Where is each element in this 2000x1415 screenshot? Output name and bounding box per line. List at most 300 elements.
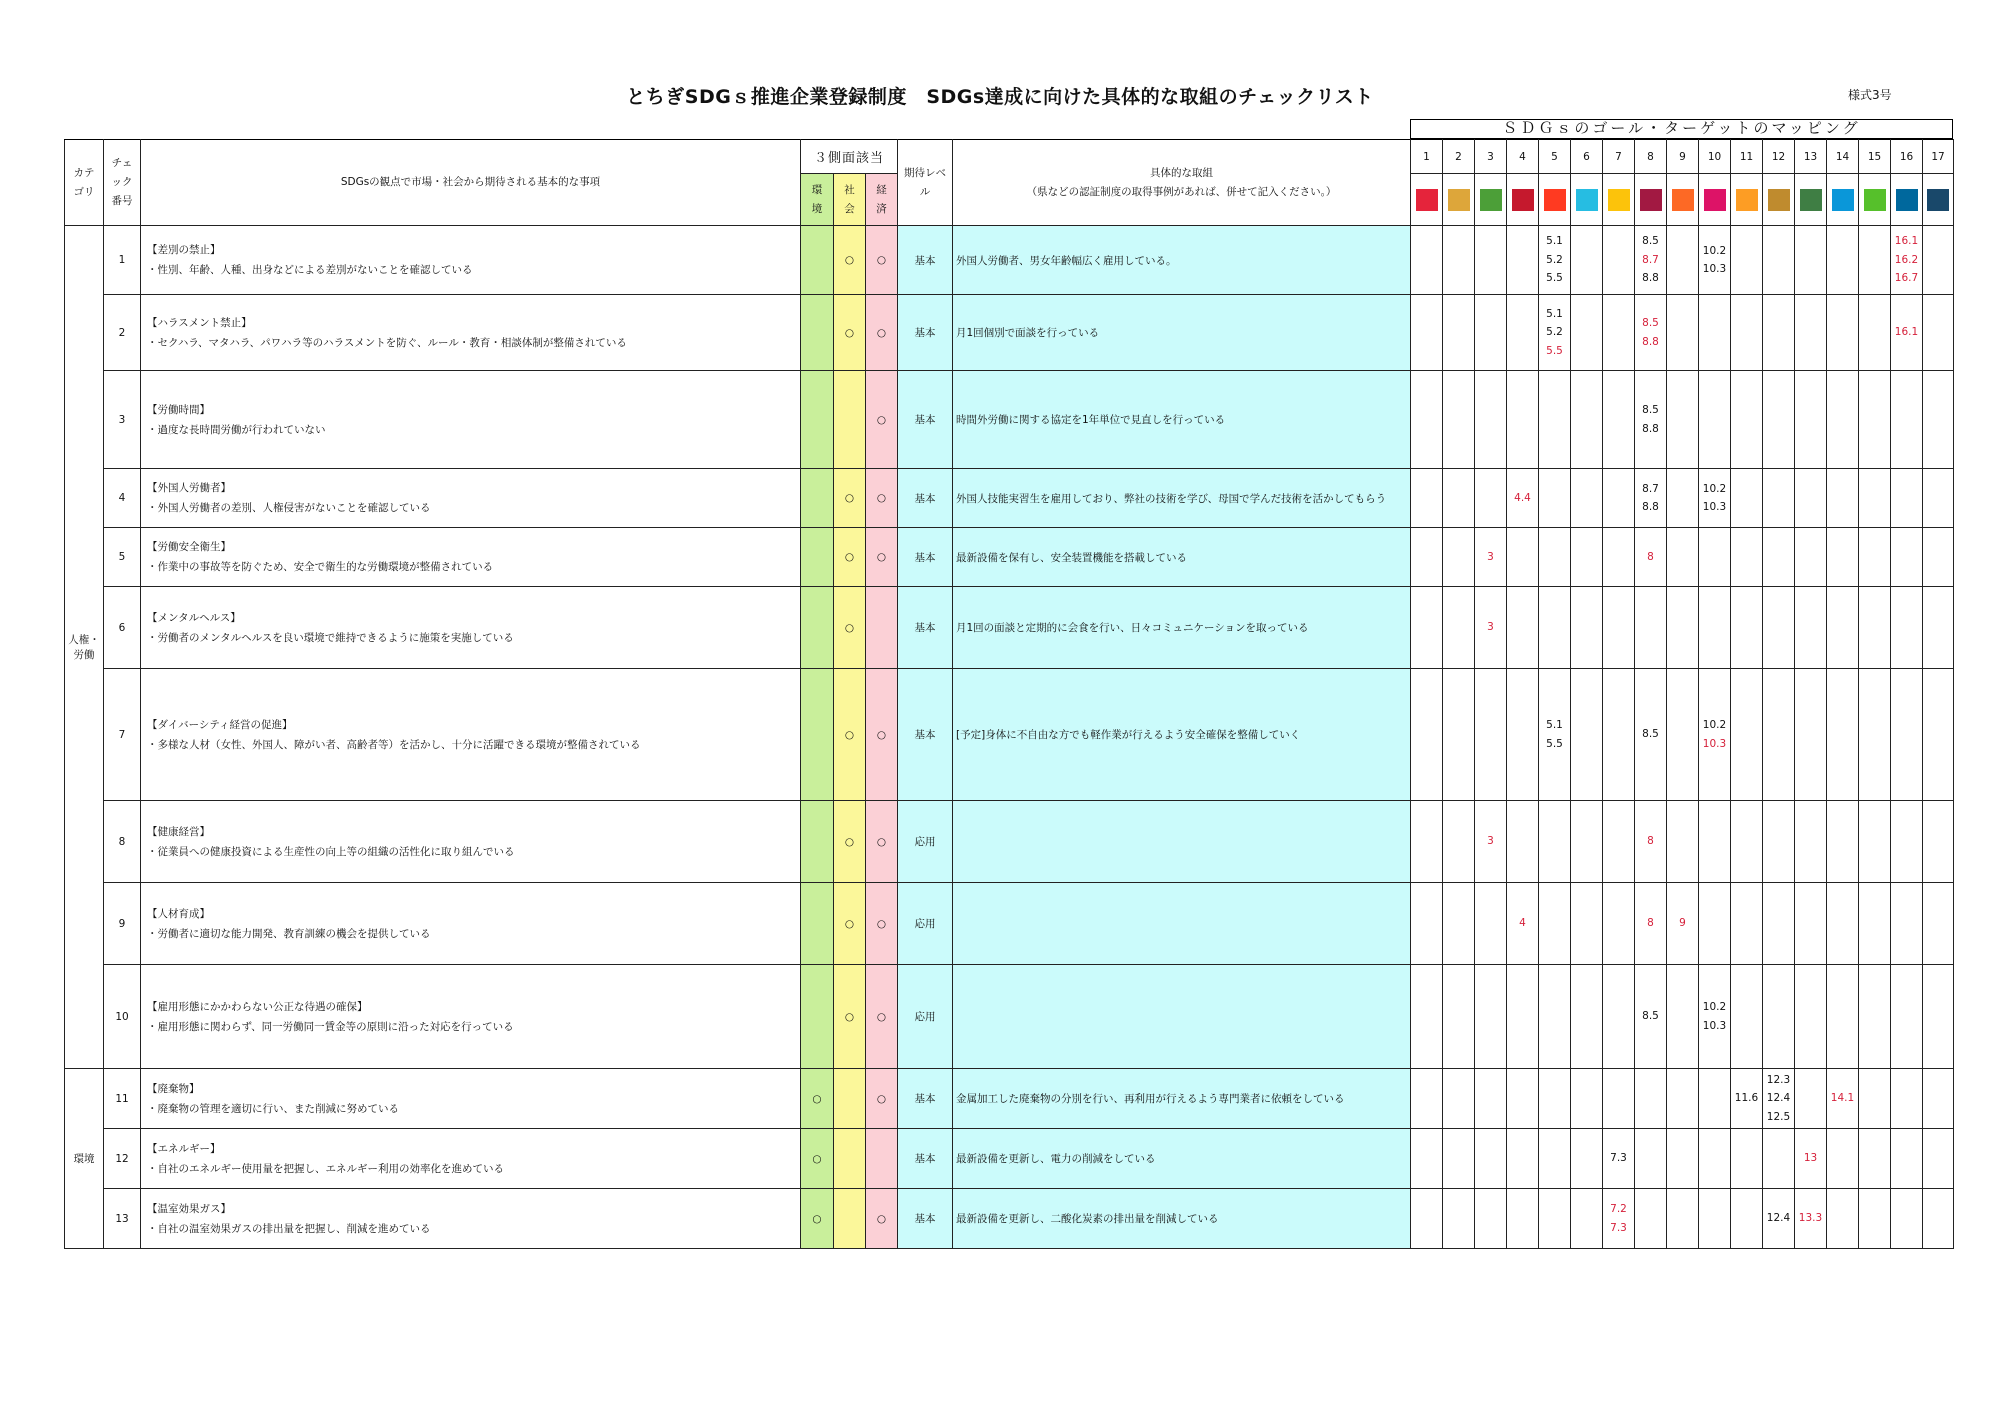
soc-mark[interactable] — [834, 1069, 866, 1129]
target-cell-goal-3 — [1475, 669, 1507, 801]
target-cell-goal-2 — [1443, 965, 1475, 1069]
sdg-target: 5.5 — [1546, 272, 1563, 285]
target-cell-goal-5 — [1539, 1069, 1571, 1129]
target-cell-goal-5 — [1539, 883, 1571, 965]
checklist-item — [141, 1069, 801, 1129]
header-eco: 経 済 — [866, 174, 898, 226]
sdg-target: 4.4 — [1514, 491, 1531, 504]
target-cell-goal-9 — [1667, 528, 1699, 587]
sdg-target: 16.2 — [1894, 253, 1919, 266]
target-cell-goal-12 — [1763, 587, 1795, 669]
target-cell-goal-4 — [1507, 801, 1539, 883]
target-cell-goal-6 — [1571, 965, 1603, 1069]
env-mark[interactable] — [801, 883, 834, 965]
soc-mark[interactable]: ○ — [834, 965, 866, 1069]
sdg-target: 3 — [1487, 550, 1494, 563]
goal-icon-cell-4 — [1507, 174, 1539, 226]
target-cell-goal-17 — [1923, 965, 1954, 1069]
check-number: 9 — [104, 883, 141, 965]
item-title: 【温室効果ガス】 — [147, 1202, 231, 1215]
specific-action[interactable]: 月1回の面談と定期的に会食を行い、日々コミュニケーションを取っている — [953, 587, 1411, 669]
target-cell-goal-13 — [1795, 469, 1827, 528]
goal-number-3: 3 — [1475, 140, 1507, 174]
target-cell-goal-7 — [1603, 528, 1635, 587]
target-cell-goal-16 — [1891, 883, 1923, 965]
sdg-target: 14.1 — [1830, 1092, 1855, 1105]
table-row — [65, 669, 1954, 801]
expected-level: 応用 — [898, 801, 953, 883]
target-cell-goal-4 — [1507, 965, 1539, 1069]
item-title: 【外国人労働者】 — [147, 482, 231, 494]
target-cell-goal-12 — [1763, 965, 1795, 1069]
table-row — [65, 528, 1954, 587]
item-title: 【メンタルヘルス】 — [147, 611, 241, 624]
target-cell-goal-6 — [1571, 1189, 1603, 1249]
sdg-target: 10.2 — [1702, 244, 1727, 257]
target-cell-goal-12 — [1763, 883, 1795, 965]
goal-number-7: 7 — [1603, 140, 1635, 174]
goal-icon-cell-13 — [1795, 174, 1827, 226]
check-number: 5 — [104, 528, 141, 587]
eco-mark[interactable]: ○ — [866, 1069, 898, 1129]
eco-mark[interactable]: ○ — [866, 371, 898, 469]
header-action: 具体的な取組 （県などの認証制度の取得事例があれば、併せて記入ください。） — [953, 140, 1411, 226]
env-mark[interactable] — [801, 965, 834, 1069]
target-cell-goal-17 — [1923, 801, 1954, 883]
specific-action[interactable] — [953, 965, 1411, 1069]
target-cell-goal-2 — [1443, 469, 1475, 528]
soc-mark[interactable]: ○ — [834, 801, 866, 883]
target-cell-goal-9 — [1667, 587, 1699, 669]
soc-mark[interactable] — [834, 1129, 866, 1189]
target-cell-goal-16 — [1891, 469, 1923, 528]
sdg-target: 10.3 — [1702, 737, 1727, 750]
target-cell-goal-14 — [1827, 587, 1859, 669]
target-cell-goal-12 — [1763, 1069, 1795, 1129]
sdg-target: 13 — [1803, 1152, 1818, 1165]
target-cell-goal-6 — [1571, 295, 1603, 371]
checklist-item — [141, 587, 801, 669]
eco-mark[interactable]: ○ — [866, 801, 898, 883]
target-cell-goal-12 — [1763, 295, 1795, 371]
table-row — [65, 226, 1954, 295]
target-cell-goal-5 — [1539, 469, 1571, 528]
target-cell-goal-12 — [1763, 801, 1795, 883]
table-row — [65, 469, 1954, 528]
target-cell-goal-7 — [1603, 1069, 1635, 1129]
target-cell-goal-16 — [1891, 1129, 1923, 1189]
target-cell-goal-7 — [1603, 295, 1635, 371]
specific-action[interactable]: 最新設備を更新し、電力の削減をしている — [953, 1129, 1411, 1189]
expected-level: 応用 — [898, 965, 953, 1069]
sdg-target: 5.5 — [1546, 344, 1563, 357]
target-cell-goal-10 — [1699, 469, 1731, 528]
sdg-target: 8.7 — [1642, 482, 1659, 495]
expected-level: 基本 — [898, 587, 953, 669]
env-mark[interactable] — [801, 587, 834, 669]
sdg-target: 5.5 — [1546, 737, 1563, 750]
category-cell: 人権・ 労働 — [65, 226, 104, 1069]
sdg-target: 5.1 — [1546, 719, 1563, 731]
item-description: ・労働者に適切な能力開発、教育訓練の機会を提供している — [147, 927, 431, 940]
target-cell-goal-8 — [1635, 226, 1667, 295]
goal-number-11: 11 — [1731, 140, 1763, 174]
eco-mark[interactable]: ○ — [866, 669, 898, 801]
env-mark[interactable] — [801, 801, 834, 883]
specific-action[interactable]: 外国人技能実習生を雇用しており、弊社の技術を学び、母国で学んだ技術を活かしてもらう — [953, 469, 1411, 528]
sdg-target: 12.4 — [1766, 1092, 1791, 1105]
specific-action[interactable] — [953, 883, 1411, 965]
target-cell-goal-14 — [1827, 226, 1859, 295]
target-cell-goal-6 — [1571, 371, 1603, 469]
target-cell-goal-4 — [1507, 371, 1539, 469]
target-cell-goal-13 — [1795, 295, 1827, 371]
eco-mark[interactable]: ○ — [866, 528, 898, 587]
sdg-target: 8 — [1647, 917, 1654, 930]
target-cell-goal-11 — [1731, 528, 1763, 587]
target-cell-goal-17 — [1923, 371, 1954, 469]
check-number: 4 — [104, 469, 141, 528]
sdg-target: 8 — [1647, 550, 1654, 563]
target-cell-goal-8 — [1635, 883, 1667, 965]
goal-icon-cell-14 — [1827, 174, 1859, 226]
sdg-target: 10.2 — [1702, 719, 1727, 731]
water-icon — [1576, 189, 1598, 211]
energy-icon — [1608, 189, 1630, 211]
goal-number-10: 10 — [1699, 140, 1731, 174]
target-cell-goal-4 — [1507, 1129, 1539, 1189]
check-number: 3 — [104, 371, 141, 469]
sdg-target: 7.2 — [1610, 1203, 1627, 1215]
target-cell-goal-10 — [1699, 1189, 1731, 1249]
target-cell-goal-2 — [1443, 1189, 1475, 1249]
expected-level: 基本 — [898, 528, 953, 587]
target-cell-goal-3 — [1475, 965, 1507, 1069]
poverty-icon — [1416, 189, 1438, 211]
expected-level: 基本 — [898, 1129, 953, 1189]
item-title: 【ダイバーシティ経営の促進】 — [147, 718, 293, 731]
item-description: ・外国人労働者の差別、人権侵害がないことを確認している — [147, 502, 431, 514]
item-description: ・過度な長時間労働が行われていない — [147, 423, 326, 436]
target-cell-goal-8 — [1635, 1129, 1667, 1189]
target-cell-goal-16 — [1891, 226, 1923, 295]
target-cell-goal-13 — [1795, 587, 1827, 669]
target-cell-goal-15 — [1859, 1129, 1891, 1189]
target-cell-goal-17 — [1923, 528, 1954, 587]
soc-mark[interactable]: ○ — [834, 883, 866, 965]
item-description: ・セクハラ、マタハラ、パワハラ等のハラスメントを防ぐ、ルール・教育・相談体制が整備されている — [147, 336, 627, 349]
soc-mark[interactable]: ○ — [834, 669, 866, 801]
work-icon — [1640, 189, 1662, 211]
target-cell-goal-1 — [1411, 1069, 1443, 1129]
sdg-target: 9 — [1679, 917, 1686, 930]
target-cell-goal-14 — [1827, 801, 1859, 883]
checklist-item — [141, 883, 801, 965]
goal-icon-cell-10 — [1699, 174, 1731, 226]
sdg-target: 16.1 — [1894, 235, 1919, 248]
target-cell-goal-5 — [1539, 587, 1571, 669]
target-cell-goal-5 — [1539, 965, 1571, 1069]
sdg-target: 8.8 — [1642, 272, 1659, 285]
industry-icon — [1672, 189, 1694, 211]
target-cell-goal-14 — [1827, 295, 1859, 371]
target-cell-goal-8 — [1635, 371, 1667, 469]
table-row — [65, 883, 1954, 965]
soc-mark[interactable]: ○ — [834, 226, 866, 295]
table-row — [65, 371, 1954, 469]
target-cell-goal-6 — [1571, 469, 1603, 528]
target-cell-goal-5 — [1539, 528, 1571, 587]
goal-icon-cell-1 — [1411, 174, 1443, 226]
ocean-icon — [1832, 189, 1854, 211]
specific-action[interactable]: [予定]身体に不自由な方でも軽作業が行えるよう安全確保を整備していく — [953, 669, 1411, 801]
env-mark[interactable] — [801, 295, 834, 371]
target-cell-goal-12 — [1763, 528, 1795, 587]
target-cell-goal-5 — [1539, 801, 1571, 883]
specific-action[interactable]: 最新設備を更新し、二酸化炭素の排出量を削減している — [953, 1189, 1411, 1249]
sdg-target: 10.2 — [1702, 482, 1727, 495]
header-env: 環 境 — [801, 174, 834, 226]
target-cell-goal-2 — [1443, 295, 1475, 371]
soc-mark[interactable]: ○ — [834, 528, 866, 587]
item-title: 【労働安全衛生】 — [147, 541, 231, 553]
checklist-table — [64, 139, 1954, 1249]
expected-level: 基本 — [898, 371, 953, 469]
goal-icon-cell-12 — [1763, 174, 1795, 226]
sdg-target: 8.8 — [1642, 335, 1659, 348]
target-cell-goal-17 — [1923, 1189, 1954, 1249]
target-cell-goal-15 — [1859, 1189, 1891, 1249]
target-cell-goal-2 — [1443, 883, 1475, 965]
target-cell-goal-12 — [1763, 226, 1795, 295]
env-mark[interactable] — [801, 528, 834, 587]
gender-icon — [1544, 189, 1566, 211]
sdg-target: 12.5 — [1766, 1110, 1791, 1123]
target-cell-goal-8 — [1635, 587, 1667, 669]
goal-number-14: 14 — [1827, 140, 1859, 174]
item-title: 【雇用形態にかかわらない公正な待遇の確保】 — [147, 1000, 368, 1013]
target-cell-goal-17 — [1923, 1129, 1954, 1189]
target-cell-goal-9 — [1667, 883, 1699, 965]
target-cell-goal-4 — [1507, 1069, 1539, 1129]
expected-level: 基本 — [898, 1069, 953, 1129]
env-mark[interactable] — [801, 226, 834, 295]
target-cell-goal-6 — [1571, 669, 1603, 801]
expected-level: 基本 — [898, 226, 953, 295]
specific-action[interactable]: 最新設備を保有し、安全装置機能を搭載している — [953, 528, 1411, 587]
target-cell-goal-13 — [1795, 226, 1827, 295]
target-cell-goal-2 — [1443, 801, 1475, 883]
target-cell-goal-9 — [1667, 1189, 1699, 1249]
sdg-target: 12.3 — [1766, 1073, 1791, 1086]
target-cell-goal-10 — [1699, 669, 1731, 801]
target-cell-goal-15 — [1859, 371, 1891, 469]
sdg-target: 8.5 — [1642, 728, 1659, 741]
target-cell-goal-14 — [1827, 669, 1859, 801]
target-cell-goal-3 — [1475, 1189, 1507, 1249]
target-cell-goal-10 — [1699, 1069, 1731, 1129]
target-cell-goal-7 — [1603, 801, 1635, 883]
env-mark[interactable] — [801, 469, 834, 528]
target-cell-goal-3 — [1475, 226, 1507, 295]
sdg-target: 7.3 — [1610, 1152, 1627, 1165]
soc-mark[interactable]: ○ — [834, 295, 866, 371]
target-cell-goal-3 — [1475, 295, 1507, 371]
goal-icon-cell-2 — [1443, 174, 1475, 226]
target-cell-goal-5 — [1539, 295, 1571, 371]
eco-mark[interactable]: ○ — [866, 883, 898, 965]
target-cell-goal-6 — [1571, 1129, 1603, 1189]
sdg-target: 10.3 — [1702, 263, 1727, 275]
target-cell-goal-15 — [1859, 801, 1891, 883]
target-cell-goal-10 — [1699, 226, 1731, 295]
target-cell-goal-10 — [1699, 295, 1731, 371]
category-cell: 環境 — [65, 1069, 104, 1249]
target-cell-goal-10 — [1699, 965, 1731, 1069]
target-cell-goal-10 — [1699, 371, 1731, 469]
sdg-target: 13.3 — [1798, 1212, 1823, 1225]
target-cell-goal-9 — [1667, 1129, 1699, 1189]
specific-action[interactable]: 月1回個別で面談を行っている — [953, 295, 1411, 371]
partnership-icon — [1927, 189, 1949, 211]
target-cell-goal-3 — [1475, 469, 1507, 528]
item-title: 【エネルギー】 — [147, 1142, 221, 1155]
target-cell-goal-1 — [1411, 295, 1443, 371]
target-cell-goal-9 — [1667, 965, 1699, 1069]
soc-mark[interactable] — [834, 371, 866, 469]
sdg-target: 8.5 — [1642, 1010, 1659, 1023]
specific-action[interactable]: 時間外労働に関する協定を1年単位で見直しを行っている — [953, 371, 1411, 469]
goal-number-8: 8 — [1635, 140, 1667, 174]
target-cell-goal-1 — [1411, 1189, 1443, 1249]
soc-mark[interactable]: ○ — [834, 587, 866, 669]
target-cell-goal-8 — [1635, 965, 1667, 1069]
target-cell-goal-11 — [1731, 1069, 1763, 1129]
hunger-icon — [1448, 189, 1470, 211]
eco-mark[interactable] — [866, 587, 898, 669]
target-cell-goal-5 — [1539, 371, 1571, 469]
header-items: SDGsの観点で市場・社会から期待される基本的な事項 — [141, 140, 801, 226]
target-cell-goal-13 — [1795, 1189, 1827, 1249]
checklist-item — [141, 371, 801, 469]
target-cell-goal-15 — [1859, 1069, 1891, 1129]
env-mark[interactable] — [801, 669, 834, 801]
form-number: 様式3号 — [1848, 88, 1892, 102]
target-cell-goal-14 — [1827, 371, 1859, 469]
target-cell-goal-13 — [1795, 1069, 1827, 1129]
target-cell-goal-11 — [1731, 801, 1763, 883]
target-cell-goal-1 — [1411, 469, 1443, 528]
goal-number-9: 9 — [1667, 140, 1699, 174]
sdg-target: 4 — [1519, 917, 1526, 930]
goal-icon-cell-5 — [1539, 174, 1571, 226]
target-cell-goal-3 — [1475, 1069, 1507, 1129]
check-number: 8 — [104, 801, 141, 883]
target-cell-goal-16 — [1891, 669, 1923, 801]
env-mark[interactable]: ○ — [801, 1189, 834, 1249]
target-cell-goal-16 — [1891, 1189, 1923, 1249]
item-title: 【健康経営】 — [147, 825, 210, 838]
soc-mark[interactable] — [834, 1189, 866, 1249]
target-cell-goal-16 — [1891, 1069, 1923, 1129]
target-cell-goal-7 — [1603, 226, 1635, 295]
goal-number-12: 12 — [1763, 140, 1795, 174]
checklist-item — [141, 1189, 801, 1249]
target-cell-goal-15 — [1859, 469, 1891, 528]
target-cell-goal-13 — [1795, 1129, 1827, 1189]
check-number: 7 — [104, 669, 141, 801]
target-cell-goal-6 — [1571, 226, 1603, 295]
specific-action[interactable]: 金属加工した廃棄物の分別を行い、再利用が行えるよう専門業者に依頼をしている — [953, 1069, 1411, 1129]
check-number: 6 — [104, 587, 141, 669]
sdg-target: 5.2 — [1546, 253, 1563, 266]
target-cell-goal-11 — [1731, 469, 1763, 528]
sdg-target: 8.7 — [1642, 253, 1659, 266]
checklist-item — [141, 528, 801, 587]
target-cell-goal-14 — [1827, 1069, 1859, 1129]
target-cell-goal-7 — [1603, 469, 1635, 528]
sdg-target: 16.7 — [1894, 272, 1919, 285]
target-cell-goal-1 — [1411, 1129, 1443, 1189]
soc-mark[interactable]: ○ — [834, 469, 866, 528]
goal-number-16: 16 — [1891, 140, 1923, 174]
env-mark[interactable]: ○ — [801, 1069, 834, 1129]
target-cell-goal-13 — [1795, 965, 1827, 1069]
item-description: ・多様な人材（女性、外国人、障がい者、高齢者等）を活かし、十分に活躍できる環境が整備されている — [147, 738, 641, 751]
target-cell-goal-2 — [1443, 669, 1475, 801]
target-cell-goal-11 — [1731, 1189, 1763, 1249]
cities-icon — [1736, 189, 1758, 211]
inequality-icon — [1704, 189, 1726, 211]
target-cell-goal-6 — [1571, 883, 1603, 965]
target-cell-goal-10 — [1699, 1129, 1731, 1189]
target-cell-goal-9 — [1667, 226, 1699, 295]
target-cell-goal-16 — [1891, 371, 1923, 469]
goal-number-17: 17 — [1923, 140, 1954, 174]
goal-number-1: 1 — [1411, 140, 1443, 174]
eco-mark[interactable]: ○ — [866, 226, 898, 295]
eco-mark[interactable]: ○ — [866, 1189, 898, 1249]
item-description: ・自社の温室効果ガスの排出量を把握し、削減を進めている — [147, 1222, 431, 1235]
target-cell-goal-14 — [1827, 1129, 1859, 1189]
goal-icon-cell-15 — [1859, 174, 1891, 226]
goal-number-2: 2 — [1443, 140, 1475, 174]
target-cell-goal-4 — [1507, 1189, 1539, 1249]
specific-action[interactable] — [953, 801, 1411, 883]
item-title: 【ハラスメント禁止】 — [147, 316, 252, 329]
target-cell-goal-5 — [1539, 1189, 1571, 1249]
env-mark[interactable]: ○ — [801, 1129, 834, 1189]
header-check-no: チェ ック 番号 — [104, 140, 141, 226]
target-cell-goal-13 — [1795, 371, 1827, 469]
eco-mark[interactable]: ○ — [866, 469, 898, 528]
env-mark[interactable] — [801, 371, 834, 469]
target-cell-goal-7 — [1603, 965, 1635, 1069]
target-cell-goal-1 — [1411, 226, 1443, 295]
sdg-target: 10.3 — [1702, 1019, 1727, 1032]
target-cell-goal-5 — [1539, 1129, 1571, 1189]
item-description: ・性別、年齢、人種、出身などによる差別がないことを確認している — [147, 264, 473, 276]
target-cell-goal-4 — [1507, 587, 1539, 669]
goal-icon-cell-7 — [1603, 174, 1635, 226]
target-cell-goal-10 — [1699, 883, 1731, 965]
eco-mark[interactable]: ○ — [866, 965, 898, 1069]
target-cell-goal-15 — [1859, 669, 1891, 801]
specific-action[interactable]: 外国人労働者、男女年齢幅広く雇用している。 — [953, 226, 1411, 295]
sdg-target: 3 — [1487, 835, 1494, 848]
eco-mark[interactable] — [866, 1129, 898, 1189]
eco-mark[interactable]: ○ — [866, 295, 898, 371]
